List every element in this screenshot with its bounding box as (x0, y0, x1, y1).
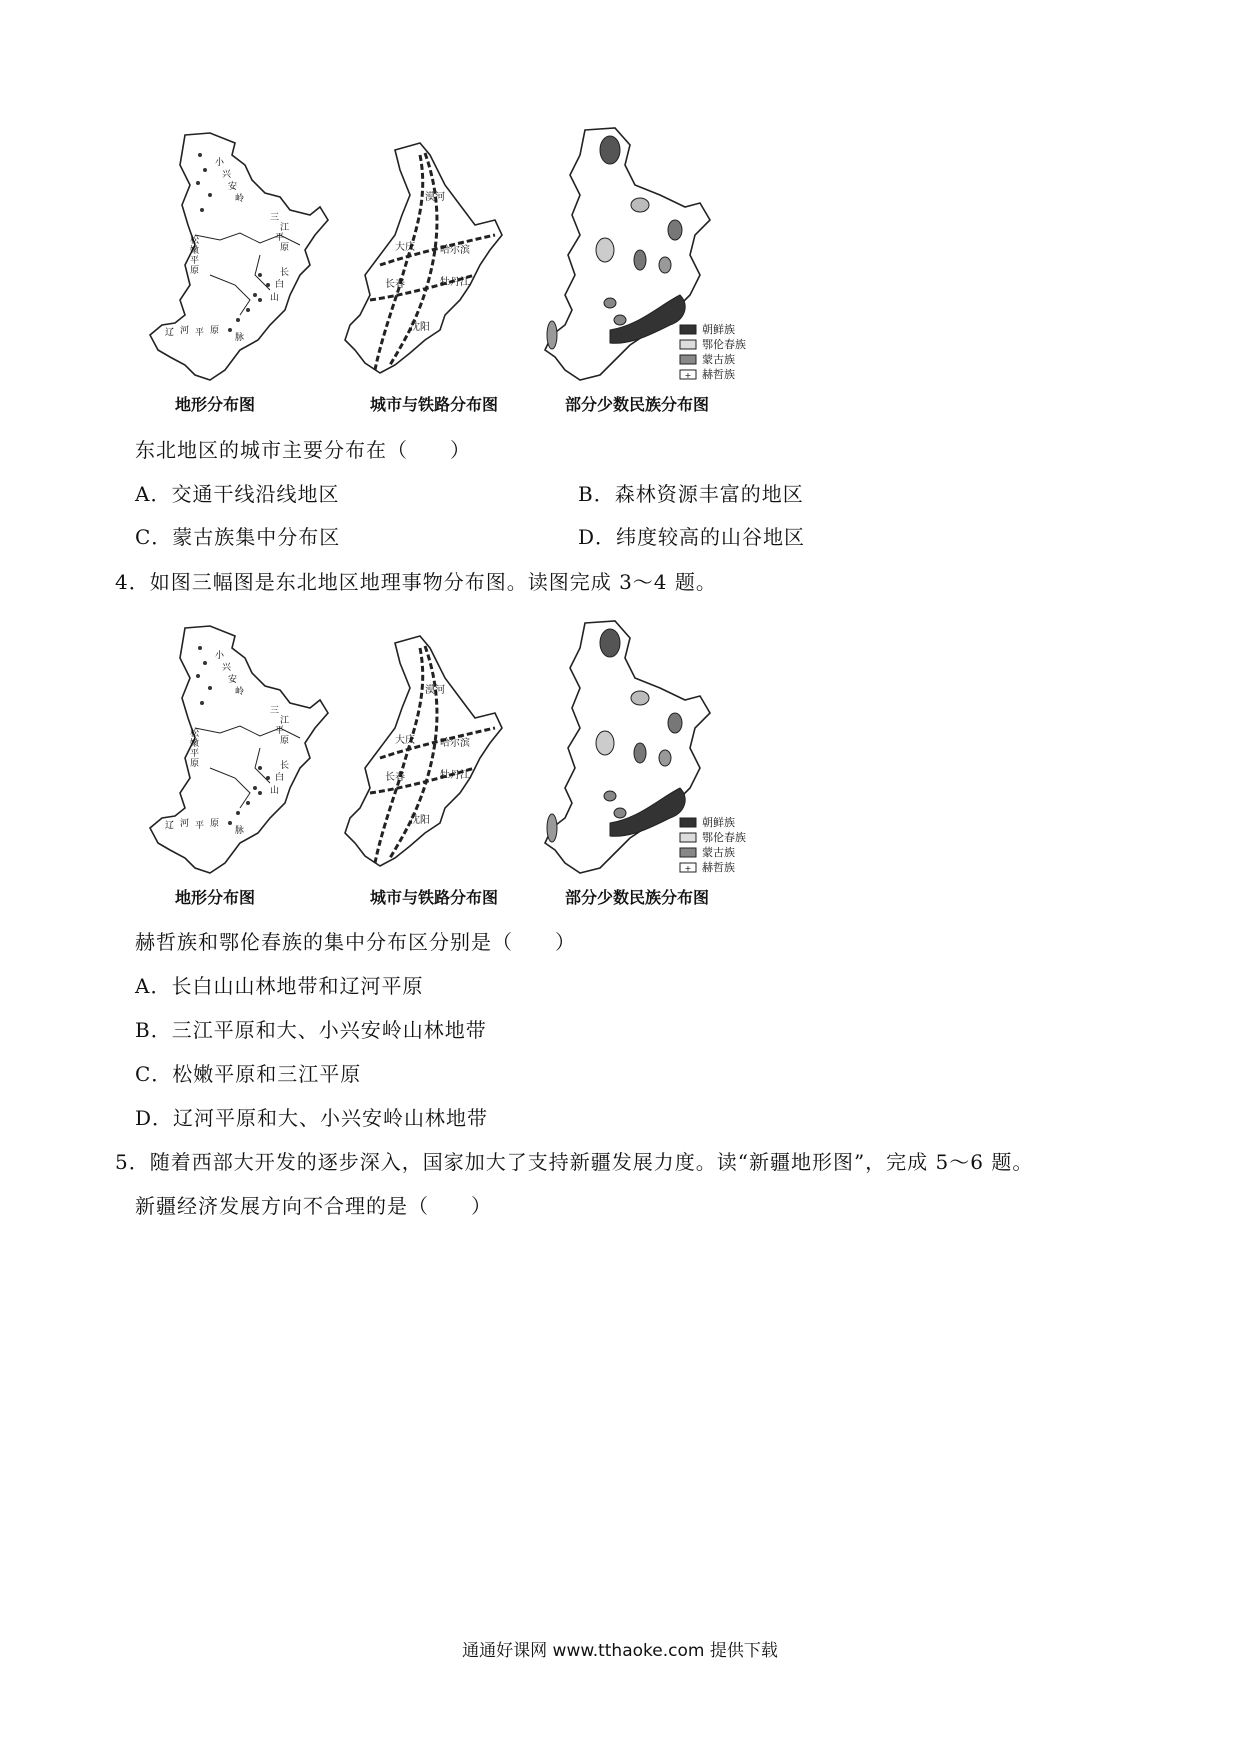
terrain-label-char: 平 (195, 821, 205, 831)
terrain-label-char: 三 (270, 213, 280, 223)
terrain-label-char: 河 (180, 819, 190, 829)
footer-download-notice: 通通好课网 www.tthaoke.com 提供下载 (462, 1641, 778, 1661)
svg-text:+: + (684, 371, 692, 380)
city-labels (385, 683, 470, 826)
q5-stem: 新疆经济发展方向不合理的是（ ） (135, 1194, 492, 1218)
terrain-label-char: 辽 (165, 328, 175, 338)
q4-option-a: A．长白山山林地带和辽河平原 (135, 974, 424, 998)
q4-intro: 4．如图三幅图是东北地区地理事物分布图。读图完成 3～4 题。 (115, 570, 717, 594)
legend-label: 蒙古族 (702, 353, 735, 366)
terrain-label-char: 白 (275, 773, 285, 783)
city-railway-map (345, 636, 502, 866)
terrain-label-char: 辽 (165, 821, 175, 831)
svg-text:哈尔滨: 哈尔滨 (440, 245, 470, 256)
terrain-label-char: 脉 (235, 826, 245, 836)
terrain-label-char: 原 (210, 326, 220, 336)
terrain-label-char: 山 (270, 786, 280, 796)
q4-option-b: B．三江平原和大、小兴安岭山林地带 (135, 1018, 487, 1042)
q3-option-a: A．交通干线沿线地区 (135, 482, 340, 506)
terrain-label-char: 安 (228, 182, 238, 192)
terrain-label-char: 松 (190, 236, 200, 246)
terrain-label-char: 长 (280, 268, 290, 278)
q3-option-b: B．森林资源丰富的地区 (578, 482, 804, 506)
terrain-label-char: 长 (280, 761, 290, 771)
caption-terrain-2: 地形分布图 (175, 888, 256, 907)
terrain-label-char: 江 (280, 716, 290, 726)
terrain-label-char: 三 (270, 706, 280, 716)
terrain-labels (165, 649, 289, 836)
ethnic-areas (547, 629, 685, 842)
terrain-label-char: 兴 (222, 170, 232, 180)
svg-text:大庆: 大庆 (395, 735, 415, 746)
svg-text:牡丹江: 牡丹江 (440, 770, 470, 781)
terrain-label-char: 嫩 (190, 739, 200, 749)
terrain-label-char: 白 (275, 280, 285, 290)
svg-text:哈尔滨: 哈尔滨 (440, 738, 470, 749)
terrain-label-char: 平 (195, 328, 205, 338)
city-labels (385, 190, 470, 333)
terrain-label-char: 原 (280, 243, 290, 253)
ethnic-areas (547, 136, 685, 349)
figure-block-1 (140, 125, 760, 435)
legend (680, 322, 746, 381)
svg-text:大庆: 大庆 (395, 242, 415, 253)
terrain-label-char: 嫩 (190, 246, 200, 256)
svg-text:长春: 长春 (385, 772, 405, 783)
terrain-label-char: 河 (180, 326, 190, 336)
svg-text:沈阳: 沈阳 (410, 815, 430, 826)
terrain-label-char: 小 (215, 651, 225, 661)
terrain-label-char: 岭 (235, 194, 245, 204)
caption-ethnic-2: 部分少数民族分布图 (565, 888, 710, 907)
q3-option-d: D．纬度较高的山谷地区 (578, 525, 806, 549)
svg-text:沈阳: 沈阳 (410, 322, 430, 333)
terrain-label-char: 山 (270, 293, 280, 303)
terrain-label-char: 原 (280, 736, 290, 746)
q4-option-c: C．松嫩平原和三江平原 (135, 1062, 362, 1086)
q4-option-d: D．辽河平原和大、小兴安岭山林地带 (135, 1106, 489, 1130)
legend-label: 鄂伦春族 (702, 831, 746, 844)
terrain-label-char: 平 (275, 233, 285, 243)
svg-text:+: + (684, 864, 692, 873)
legend-label: 蒙古族 (702, 846, 735, 859)
legend (680, 815, 746, 874)
q4-stem: 赫哲族和鄂伦春族的集中分布区分别是（ ） (135, 930, 576, 954)
caption-ethnic: 部分少数民族分布图 (565, 395, 710, 414)
legend-label: 鄂伦春族 (702, 338, 746, 351)
q3-stem: 东北地区的城市主要分布在（ ） (135, 438, 471, 462)
svg-text:漠河: 漠河 (425, 192, 445, 203)
legend-label: 赫哲族 (702, 861, 735, 874)
terrain-labels (165, 156, 289, 343)
terrain-label-char: 平 (190, 256, 200, 266)
terrain-label-char: 兴 (222, 663, 232, 673)
legend-label: 朝鲜族 (702, 816, 735, 829)
terrain-label-char: 原 (190, 266, 200, 276)
caption-city-railway: 城市与铁路分布图 (370, 395, 499, 414)
q3-option-c: C．蒙古族集中分布区 (135, 525, 341, 549)
terrain-label-char: 平 (275, 726, 285, 736)
caption-city-railway-2: 城市与铁路分布图 (370, 888, 499, 907)
terrain-label-char: 松 (190, 729, 200, 739)
legend-label: 赫哲族 (702, 368, 735, 381)
terrain-label-char: 江 (280, 223, 290, 233)
figure-block-2 (140, 618, 760, 928)
terrain-label-char: 小 (215, 158, 225, 168)
terrain-label-char: 平 (190, 749, 200, 759)
terrain-label-char: 原 (210, 819, 220, 829)
terrain-label-char: 原 (190, 759, 200, 769)
svg-text:长春: 长春 (385, 279, 405, 290)
terrain-label-char: 岭 (235, 687, 245, 697)
svg-text:漠河: 漠河 (425, 685, 445, 696)
terrain-label-char: 安 (228, 675, 238, 685)
svg-text:牡丹江: 牡丹江 (440, 277, 470, 288)
city-railway-map (345, 143, 502, 373)
legend-label: 朝鲜族 (702, 323, 735, 336)
q5-intro: 5．随着西部大开发的逐步深入，国家加大了支持新疆发展力度。读“新疆地形图”，完成 5～6 题。 (115, 1150, 1034, 1174)
caption-terrain: 地形分布图 (175, 395, 256, 414)
terrain-label-char: 脉 (235, 333, 245, 343)
